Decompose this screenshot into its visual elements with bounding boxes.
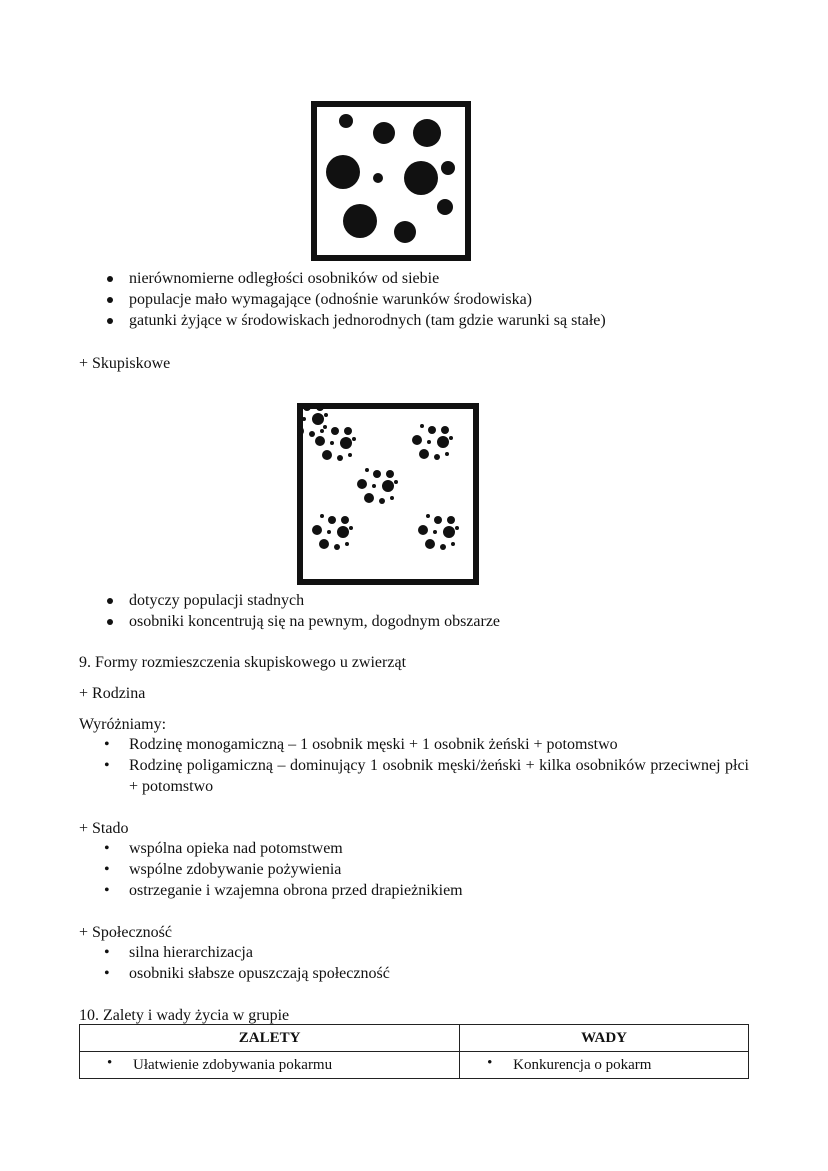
list-item: osobniki koncentrują się na pewnym, dogodnym obszarze (79, 611, 769, 632)
random-distribution-bullets (79, 268, 769, 331)
pros-cons-table (79, 1024, 749, 1079)
family-heading: + Rodzina (79, 685, 146, 702)
cons-cell: • Konkurencja o pokarm (460, 1052, 749, 1079)
society-heading: + Społeczność (79, 924, 172, 941)
clumped-distribution-bullets (79, 590, 769, 632)
cons-header: WADY (460, 1025, 749, 1052)
list-item: nierównomierne odległości osobników od siebie (79, 268, 769, 289)
clumped-distribution-diagram (297, 403, 479, 585)
list-item: • Rodzinę monogamiczną – 1 osobnik męski + 1 osobnik żeński + potomstwo (79, 734, 749, 755)
pros-cell: • Ułatwienie zdobywania pokarmu (80, 1052, 460, 1079)
society-bullets (79, 942, 749, 984)
random-distribution-diagram (311, 101, 471, 261)
section-9-title: 9. Formy rozmieszczenia skupiskowego u zwierząt (79, 654, 407, 671)
list-item: • silna hierarchizacja (79, 942, 749, 963)
pros-header: ZALETY (80, 1025, 460, 1052)
list-item: gatunki żyjące w środowiskach jednorodnych (tam gdzie warunki są stałe) (79, 310, 769, 331)
list-item: • ostrzeganie i wzajemna obrona przed drapieżnikiem (79, 880, 749, 901)
herd-bullets (79, 838, 749, 901)
list-item: • osobniki słabsze opuszczają społeczność (79, 963, 749, 984)
herd-heading: + Stado (79, 820, 129, 837)
section-10-title: 10. Zalety i wady życia w grupie (79, 1007, 290, 1024)
list-item: • Rodzinę poligamiczną – dominujący 1 osobnik męski/żeński + kilka osobników przeciwnej płci + potomstwo (79, 755, 749, 797)
list-item: • wspólne zdobywanie pożywienia (79, 859, 749, 880)
list-item: dotyczy populacji stadnych (79, 590, 769, 611)
list-item: populacje mało wymagające (odnośnie warunków środowiska) (79, 289, 769, 310)
clumped-heading: + Skupiskowe (79, 355, 171, 372)
list-item: • wspólna opieka nad potomstwem (79, 838, 749, 859)
family-bullets (79, 734, 749, 797)
table-row (80, 1052, 749, 1079)
family-intro: Wyróżniamy: (79, 716, 167, 733)
